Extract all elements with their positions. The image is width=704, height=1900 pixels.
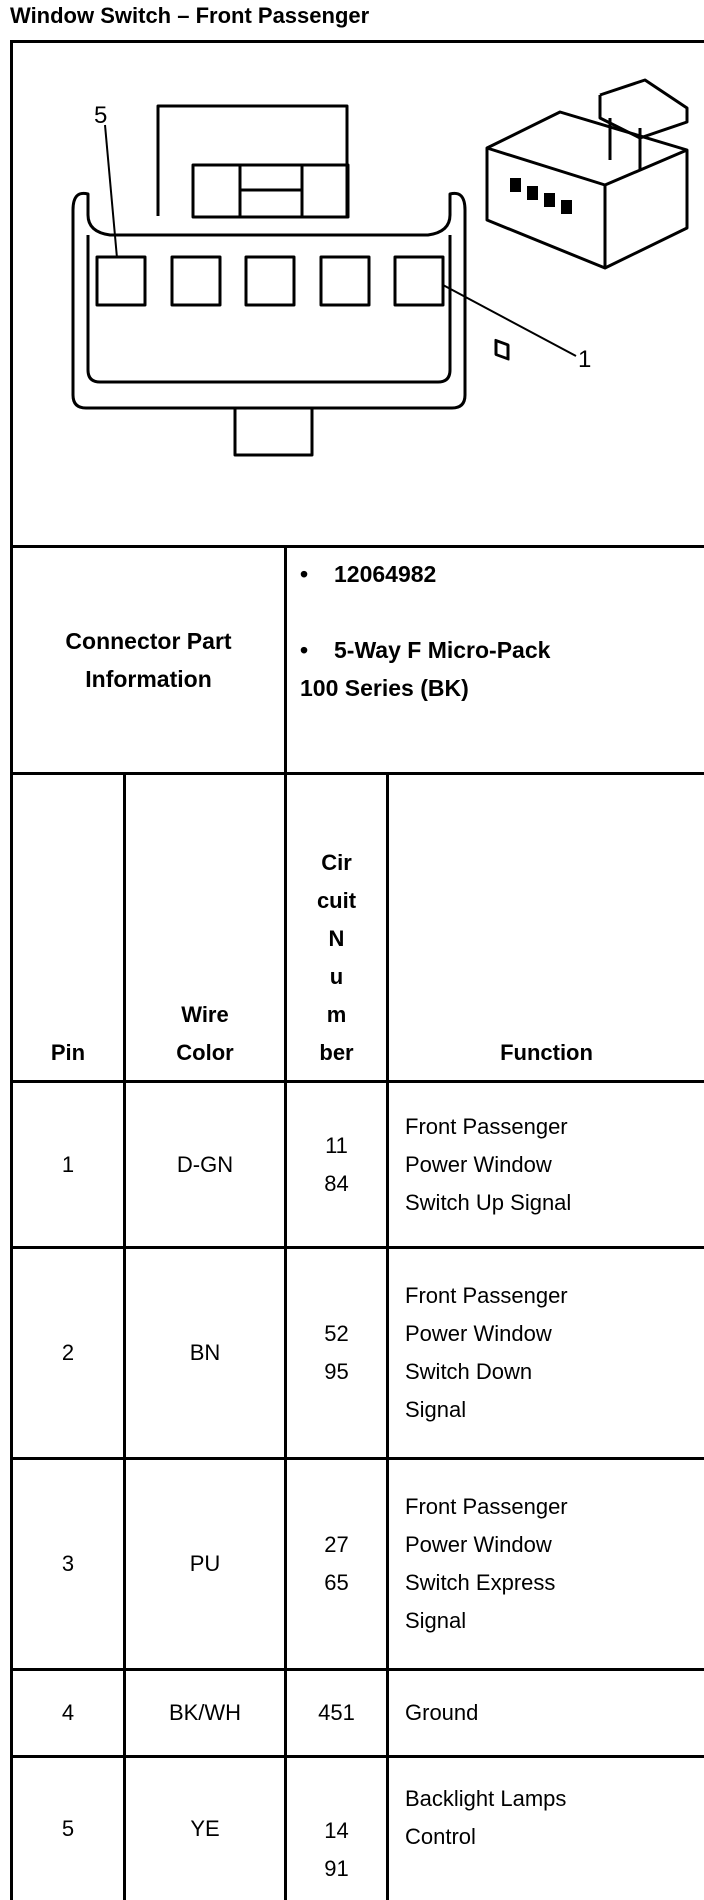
header-function: Function xyxy=(500,1040,593,1065)
row-4-function: Ground xyxy=(405,1700,479,1725)
row-4-pin: 4 xyxy=(61,1700,75,1725)
row-1-circuit: 11 84 xyxy=(324,1132,349,1196)
connector-part-details xyxy=(300,555,550,707)
row-1-pin: 1 xyxy=(61,1151,75,1177)
row-2-circuit: 52 95 xyxy=(324,1321,349,1384)
bullet: • xyxy=(300,561,309,587)
row-5-function: Backlight Lamps Control xyxy=(405,1786,567,1849)
row-1-function: Front Passenger Power Window Switch Up Signal xyxy=(405,1113,572,1215)
row-1-wire: D-GN xyxy=(176,1151,234,1177)
row-3-circuit: 27 65 xyxy=(324,1532,349,1595)
header-circuit-number: Cir cuit N u m ber xyxy=(316,850,357,1065)
page-title: Window Switch – Front Passenger xyxy=(10,3,370,28)
row-4-wire: BK/WH xyxy=(168,1700,242,1725)
header-wire-color: Wire Color xyxy=(176,1002,234,1065)
pin-label-1: 1 xyxy=(578,346,592,373)
row-5-pin: 5 xyxy=(61,1816,75,1841)
row-4-circuit: 451 xyxy=(318,1700,355,1725)
row-2-function: Front Passenger Power Window Switch Down Signal xyxy=(405,1283,568,1422)
header-pin: Pin xyxy=(50,1040,86,1065)
connector-info-label: Connector Part Information xyxy=(65,628,232,692)
connector-description: 5-Way F Micro-Pack xyxy=(334,637,551,663)
row-5-circuit: 14 91 xyxy=(324,1818,349,1881)
part-number: 12064982 xyxy=(334,561,437,587)
row-2-pin: 2 xyxy=(61,1340,75,1365)
row-5-wire: YE xyxy=(190,1816,220,1841)
connector-description-2: 100 Series (BK) xyxy=(300,675,469,701)
bullet: • xyxy=(300,637,309,663)
row-3-pin: 3 xyxy=(61,1551,75,1576)
pin-label-5: 5 xyxy=(94,102,108,129)
row-3-function: Front Passenger Power Window Switch Express Signal xyxy=(405,1494,568,1633)
connector-diagram xyxy=(0,0,704,545)
row-2-wire: BN xyxy=(189,1340,221,1365)
row-3-wire: PU xyxy=(189,1551,221,1576)
